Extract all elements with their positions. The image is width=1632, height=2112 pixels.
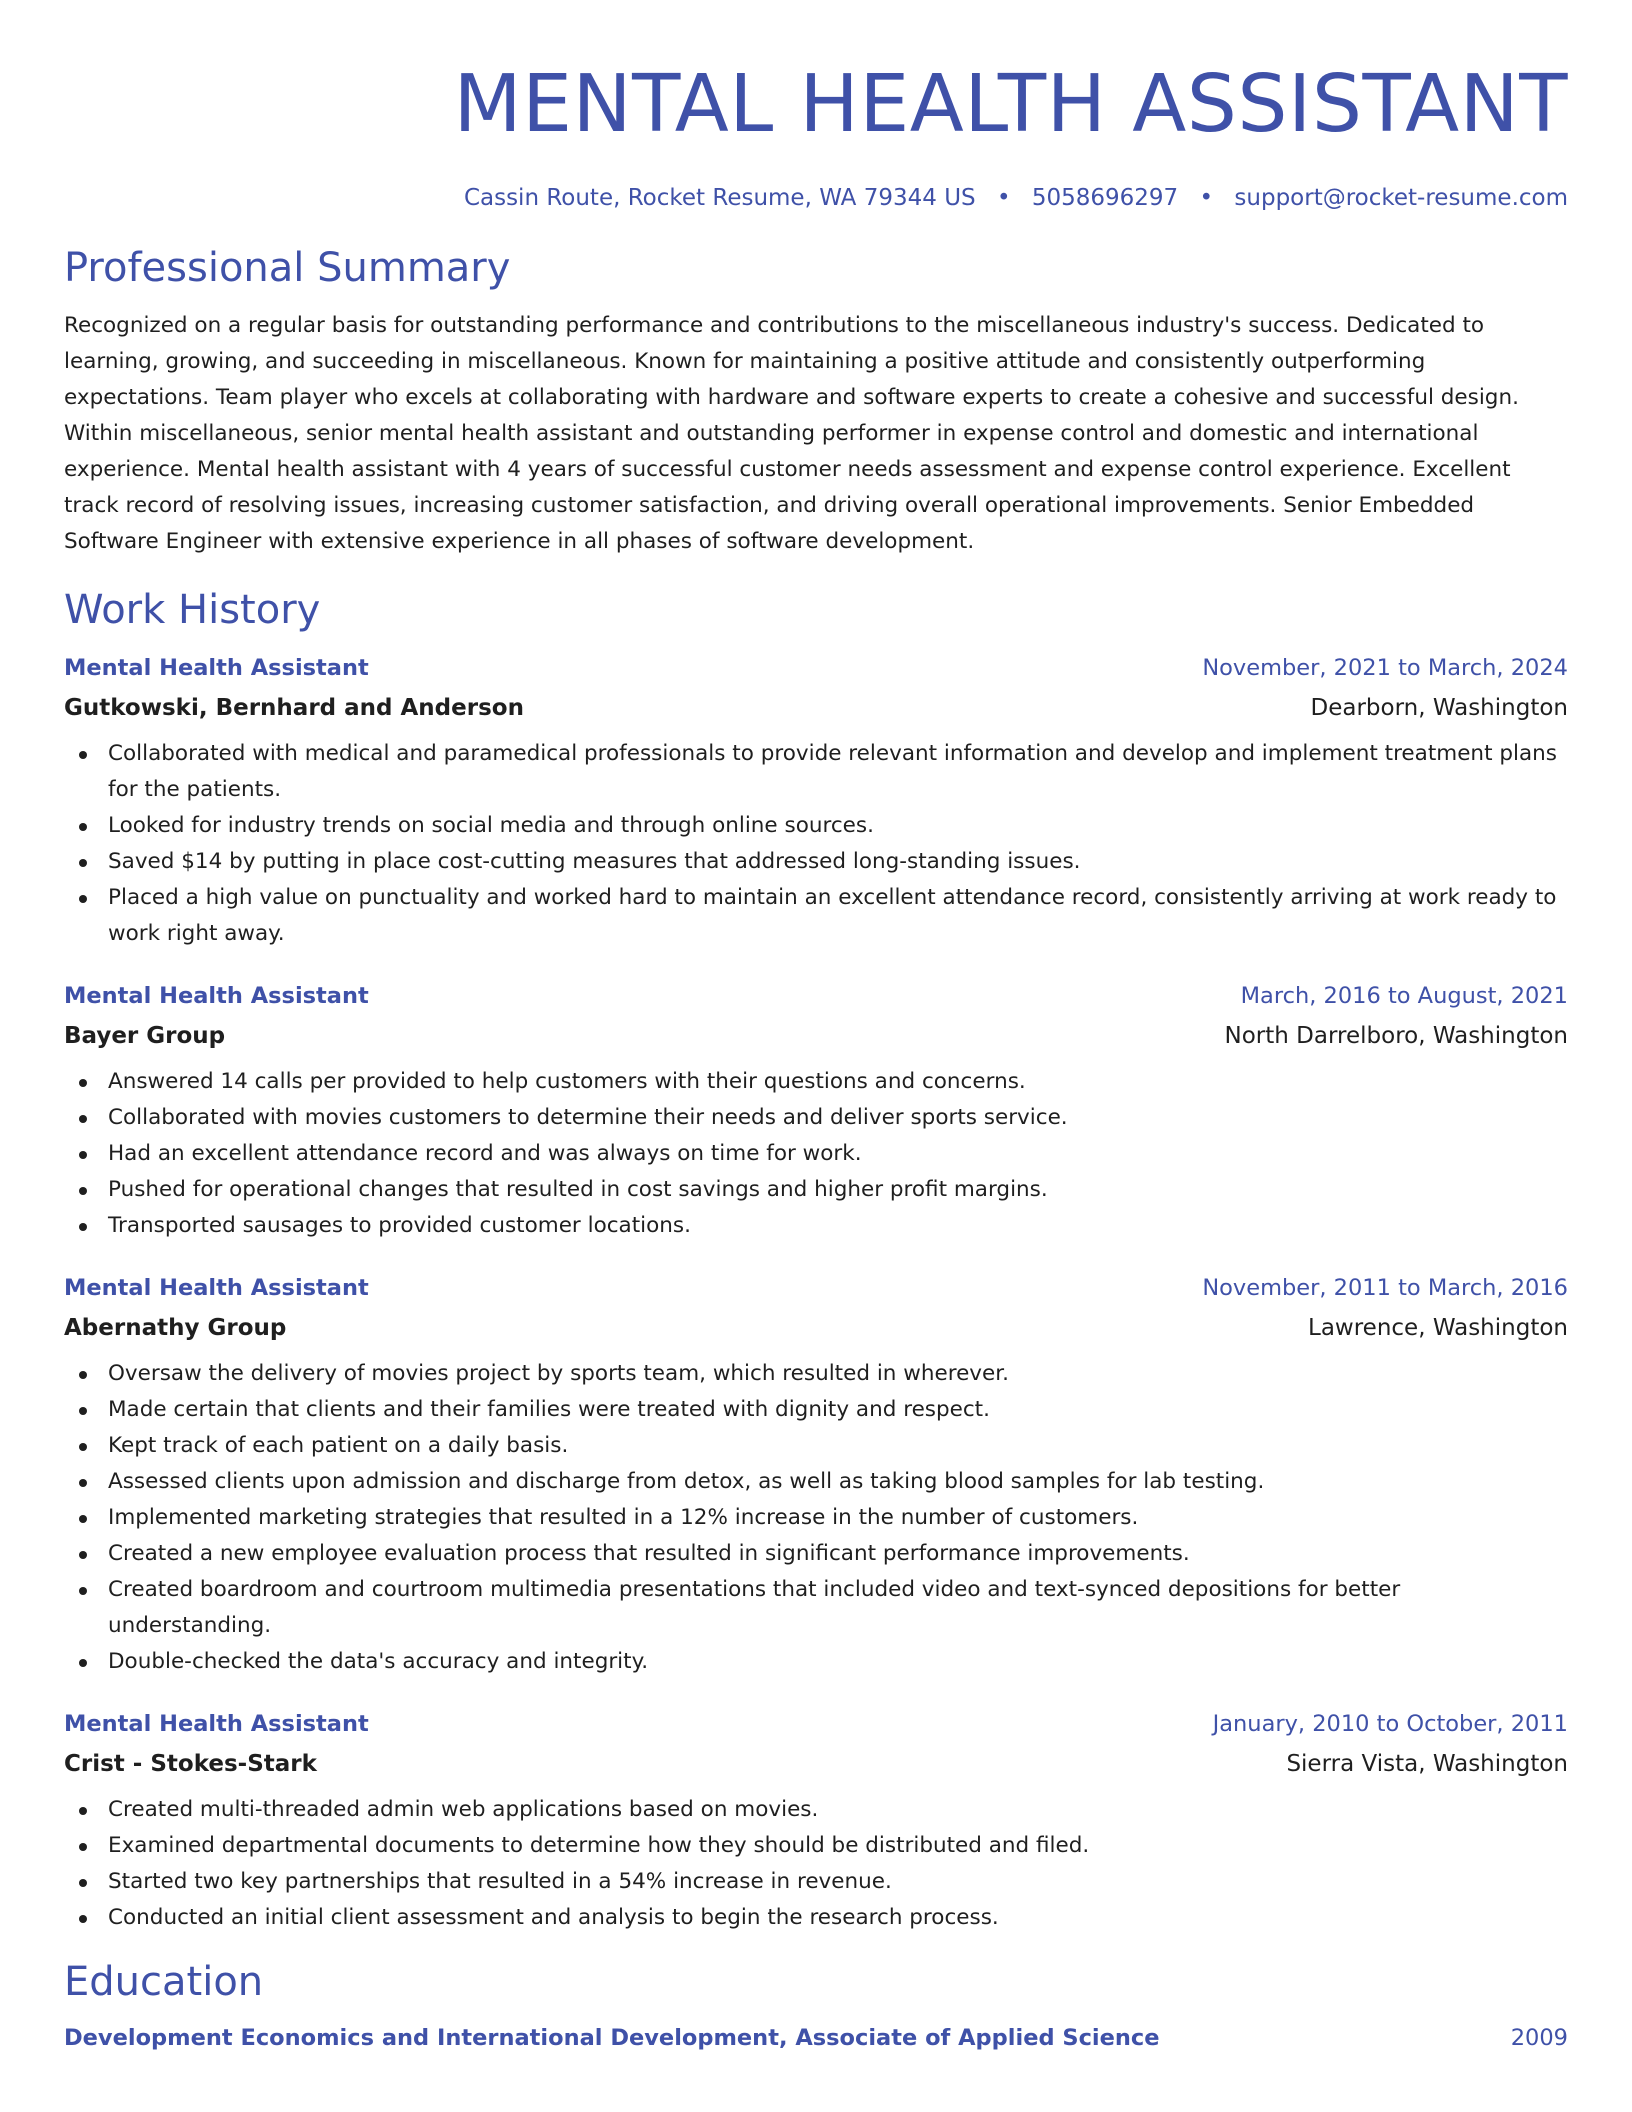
bullet-dot-icon xyxy=(79,1151,87,1159)
job-dates: January, 2010 to October, 2011 xyxy=(1212,1711,1568,1737)
job-location: Sierra Vista, Washington xyxy=(1286,1751,1568,1777)
job-bullet xyxy=(64,1100,1568,1136)
bullet-dot-icon xyxy=(79,1551,87,1559)
contact-email: support@rocket-resume.com xyxy=(1234,185,1568,211)
job-bullet xyxy=(64,1500,1568,1536)
job-bullet xyxy=(64,880,1568,952)
job-bullet-text: Created a new employee evaluation process that resulted in significant performance improvements. xyxy=(108,1541,1190,1566)
education-degree: Development Economics and International Development, Associate of Applied Science xyxy=(64,2025,1160,2051)
job-bullet-text: Made certain that clients and their families were treated with dignity and respect. xyxy=(108,1397,990,1422)
job-bullet-text: Assessed clients upon admission and discharge from detox, as well as taking blood samples for lab testing. xyxy=(108,1469,1265,1494)
job-bullet xyxy=(64,1064,1568,1100)
job-title: Mental Health Assistant xyxy=(64,1711,369,1737)
job-bullet-text: Examined departmental documents to determine how they should be distributed and filed. xyxy=(108,1833,1090,1858)
job-company-row xyxy=(64,1016,1568,1056)
job-entry xyxy=(64,1704,1568,1936)
bullet-dot-icon xyxy=(79,1807,87,1815)
contact-phone: 5058696297 xyxy=(1031,185,1179,211)
job-bullet xyxy=(64,736,1568,808)
job-bullet-text: Conducted an initial client assessment and analysis to begin the research process. xyxy=(108,1905,999,1930)
bullet-dot-icon xyxy=(79,1479,87,1487)
work-history-heading: Work History xyxy=(64,587,321,633)
job-company: Bayer Group xyxy=(64,1023,226,1049)
job-bullet xyxy=(64,1464,1568,1500)
job-company-row xyxy=(64,1744,1568,1784)
job-entry xyxy=(64,648,1568,952)
job-bullet-list xyxy=(64,736,1568,952)
job-bullet-text: Created boardroom and courtroom multimedia presentations that included video and text-synced depositions for better understanding. xyxy=(108,1577,1401,1638)
job-bullet-text: Placed a high value on punctuality and worked hard to maintain an excellent attendance record, consistently arriving at work ready to work right away. xyxy=(108,885,1557,946)
job-bullet xyxy=(64,1536,1568,1572)
job-bullet-text: Oversaw the delivery of movies project by sports team, which resulted in wherever. xyxy=(108,1361,1009,1386)
job-location: North Darrelboro, Washington xyxy=(1224,1023,1568,1049)
summary-heading: Professional Summary xyxy=(64,245,511,291)
job-bullet-list xyxy=(64,1064,1568,1244)
bullet-dot-icon xyxy=(79,1079,87,1087)
job-title: Mental Health Assistant xyxy=(64,983,369,1009)
job-title-row xyxy=(64,648,1568,688)
education-heading: Education xyxy=(64,1959,264,2005)
job-bullet xyxy=(64,1864,1568,1900)
job-bullet-text: Answered 14 calls per provided to help customers with their questions and concerns. xyxy=(108,1069,1026,1094)
job-entry xyxy=(64,976,1568,1244)
job-title-row xyxy=(64,1704,1568,1744)
summary-text: Recognized on a regular basis for outstanding performance and contributions to the miscellaneous industry's success. Dedicated to learning, growing, and succeeding in miscellaneous. Known for maintaining a positive attitude and consistently outperforming expectations. Team player who excels at collaborating with hardware and software experts to create a cohesive and successful design. Within miscellaneous, senior mental health assistant and outstanding performer in expense control and domestic and international experience. Mental health assistant with 4 years of successful customer needs assessment and expense control experience. Excellent track record of resolving issues, increasing customer satisfaction, and driving overall operational improvements. Senior Embedded Software Engineer with extensive experience in all phases of software development. xyxy=(64,313,1519,554)
job-title-row xyxy=(64,1268,1568,1308)
job-dates: November, 2021 to March, 2024 xyxy=(1202,655,1568,681)
bullet-dot-icon xyxy=(79,1443,87,1451)
job-bullet-text: Double-checked the data's accuracy and integrity. xyxy=(108,1649,649,1674)
job-bullet xyxy=(64,1172,1568,1208)
bullet-dot-icon xyxy=(79,895,87,903)
job-bullet-text: Created multi-threaded admin web applications based on movies. xyxy=(108,1797,819,1822)
job-bullet xyxy=(64,1208,1568,1244)
bullet-dot-icon xyxy=(79,1879,87,1887)
job-dates: March, 2016 to August, 2021 xyxy=(1240,983,1568,1009)
job-bullet xyxy=(64,1828,1568,1864)
job-location: Lawrence, Washington xyxy=(1308,1315,1568,1341)
education-year: 2009 xyxy=(1510,2025,1568,2051)
job-company: Abernathy Group xyxy=(64,1315,287,1341)
job-bullet-text: Collaborated with medical and paramedical professionals to provide relevant information and develop and implement treatment plans for the patients. xyxy=(108,741,1557,802)
bullet-dot-icon xyxy=(79,1515,87,1523)
contact-separator: • xyxy=(1199,185,1214,211)
bullet-dot-icon xyxy=(79,823,87,831)
job-title-row xyxy=(64,976,1568,1016)
job-bullet-text: Transported sausages to provided customer locations. xyxy=(108,1213,691,1238)
contact-line xyxy=(64,182,1568,214)
bullet-dot-icon xyxy=(79,859,87,867)
job-bullet-text: Started two key partnerships that resulted in a 54% increase in revenue. xyxy=(108,1869,892,1894)
job-bullet-list xyxy=(64,1356,1568,1680)
education-entry xyxy=(64,2018,1568,2058)
bullet-dot-icon xyxy=(79,1587,87,1595)
job-bullet-text: Implemented marketing strategies that resulted in a 12% increase in the number of customers. xyxy=(108,1505,1139,1530)
job-bullet xyxy=(64,844,1568,880)
bullet-dot-icon xyxy=(79,1407,87,1415)
work-history-list xyxy=(64,648,1568,1936)
job-bullet xyxy=(64,1136,1568,1172)
bullet-dot-icon xyxy=(79,1843,87,1851)
job-bullet xyxy=(64,1572,1568,1644)
job-bullet xyxy=(64,1792,1568,1828)
job-company: Crist - Stokes-Stark xyxy=(64,1751,317,1777)
bullet-dot-icon xyxy=(79,751,87,759)
job-bullet-text: Saved $14 by putting in place cost-cutting measures that addressed long-standing issues. xyxy=(108,849,1081,874)
job-entry xyxy=(64,1268,1568,1680)
job-location: Dearborn, Washington xyxy=(1310,695,1568,721)
job-bullet xyxy=(64,808,1568,844)
job-bullet xyxy=(64,1644,1568,1680)
job-title: Mental Health Assistant xyxy=(64,655,369,681)
contact-address: Cassin Route, Rocket Resume, WA 79344 US xyxy=(463,185,976,211)
job-company-row xyxy=(64,1308,1568,1348)
bullet-dot-icon xyxy=(79,1115,87,1123)
job-title: Mental Health Assistant xyxy=(64,1275,369,1301)
bullet-dot-icon xyxy=(79,1915,87,1923)
job-company-row xyxy=(64,688,1568,728)
resume-page xyxy=(64,0,1568,2058)
job-bullet-text: Collaborated with movies customers to determine their needs and deliver sports service. xyxy=(108,1105,1068,1130)
resume-name: MENTAL HEALTH ASSISTANT xyxy=(453,58,1568,150)
job-dates: November, 2011 to March, 2016 xyxy=(1202,1275,1568,1301)
job-bullet xyxy=(64,1428,1568,1464)
bullet-dot-icon xyxy=(79,1187,87,1195)
job-bullet xyxy=(64,1900,1568,1936)
job-bullet xyxy=(64,1356,1568,1392)
job-bullet-text: Looked for industry trends on social media and through online sources. xyxy=(108,813,874,838)
job-company: Gutkowski, Bernhard and Anderson xyxy=(64,695,524,721)
bullet-dot-icon xyxy=(79,1223,87,1231)
job-bullet xyxy=(64,1392,1568,1428)
job-bullet-list xyxy=(64,1792,1568,1936)
job-bullet-text: Had an excellent attendance record and was always on time for work. xyxy=(108,1141,862,1166)
job-bullet-text: Pushed for operational changes that resulted in cost savings and higher profit margins. xyxy=(108,1177,1048,1202)
bullet-dot-icon xyxy=(79,1659,87,1667)
contact-separator: • xyxy=(996,185,1011,211)
bullet-dot-icon xyxy=(79,1371,87,1379)
job-bullet-text: Kept track of each patient on a daily basis. xyxy=(108,1433,569,1458)
education-list xyxy=(64,2018,1568,2058)
